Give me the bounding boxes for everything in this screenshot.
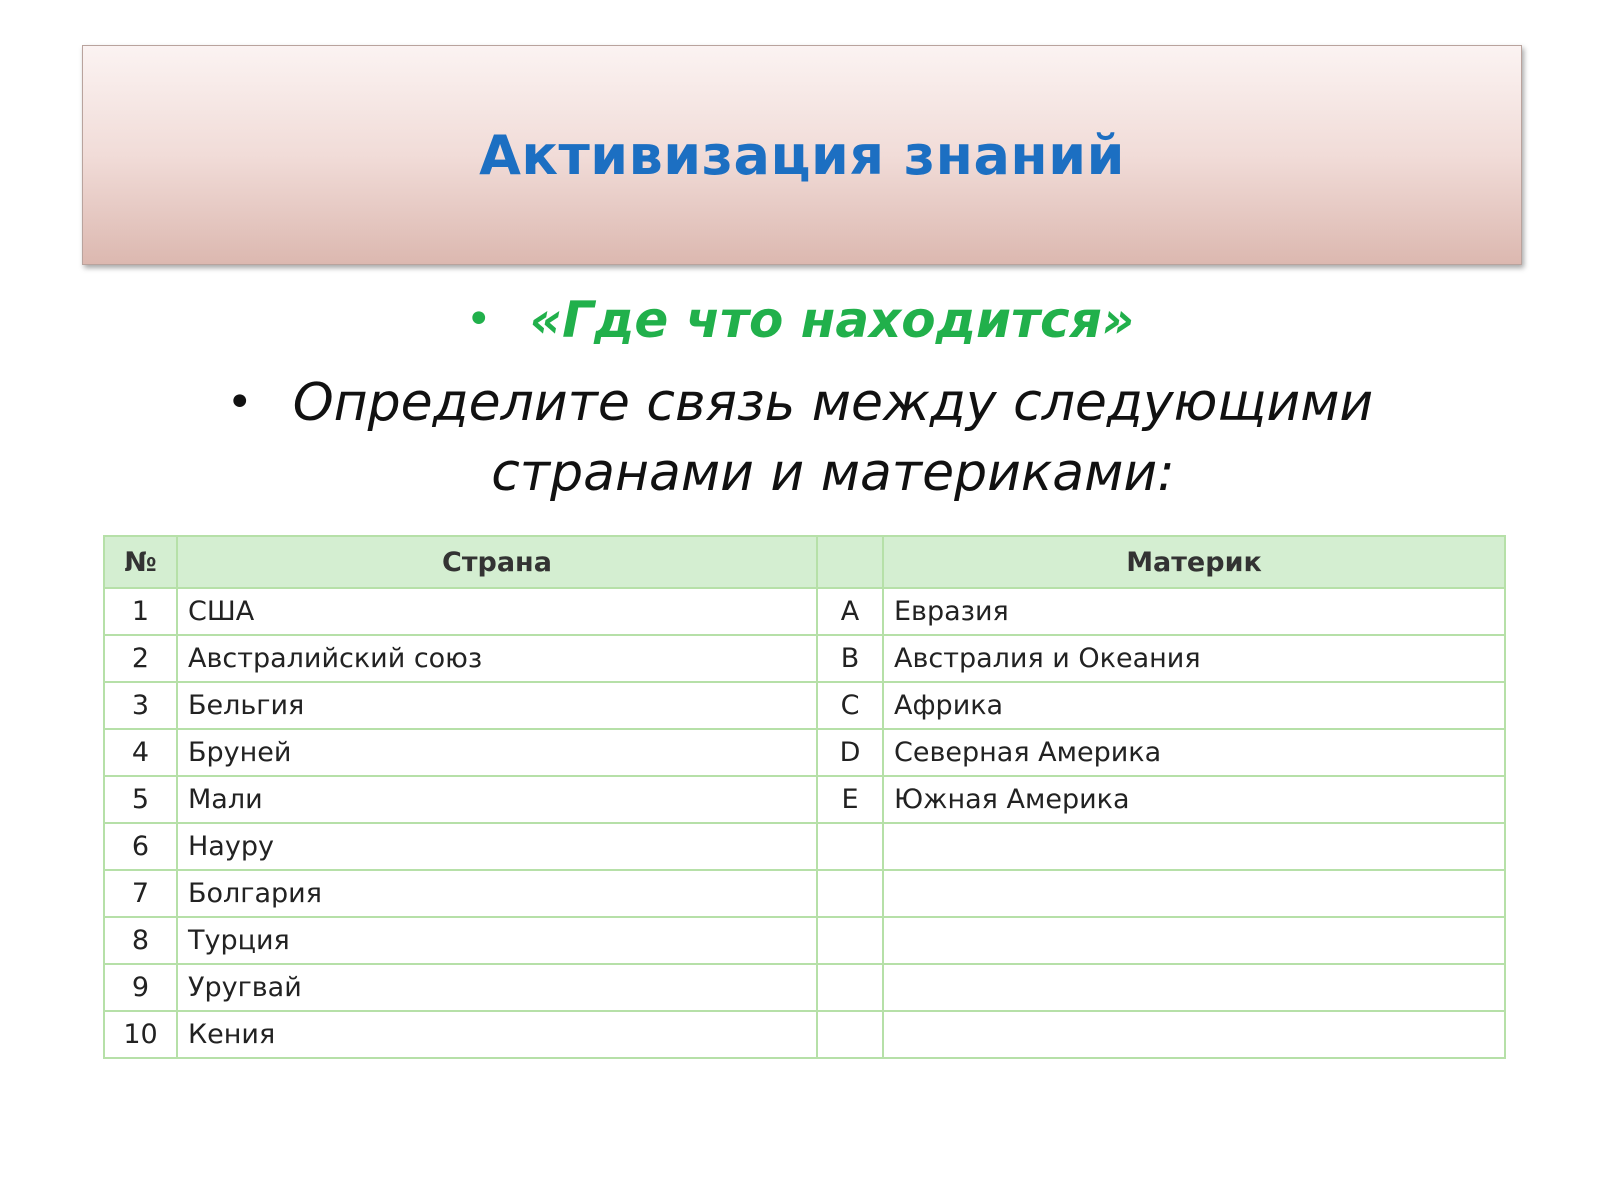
row-continent: Австралия и Океания (883, 635, 1505, 682)
row-country: Кения (177, 1011, 817, 1058)
table-row (104, 729, 1505, 776)
table-row (104, 682, 1505, 729)
instruction-line-2: странами и материками: (491, 443, 1175, 503)
row-continent: Евразия (883, 588, 1505, 635)
row-country: Турция (177, 917, 817, 964)
row-country: Болгария (177, 870, 817, 917)
header-country: Страна (177, 536, 817, 588)
table-header-row (104, 536, 1505, 588)
matching-table (103, 535, 1506, 1059)
row-country: Уругвай (177, 964, 817, 1011)
row-letter (817, 1011, 883, 1058)
bullet-dot-icon: • (226, 377, 253, 428)
row-num: 9 (104, 964, 177, 1011)
header-num: № (104, 536, 177, 588)
row-country: Австралийский союз (177, 635, 817, 682)
bullet-instruction (0, 368, 1600, 508)
matching-table-container (103, 535, 1506, 1059)
row-country: Мали (177, 776, 817, 823)
instruction-text (293, 368, 1374, 508)
table-row (104, 635, 1505, 682)
row-continent (883, 964, 1505, 1011)
row-num: 8 (104, 917, 177, 964)
row-num: 2 (104, 635, 177, 682)
row-continent: Африка (883, 682, 1505, 729)
row-letter (817, 870, 883, 917)
row-num: 10 (104, 1011, 177, 1058)
table-row (104, 1011, 1505, 1058)
instruction-line-1: Определите связь между следующими (292, 373, 1374, 433)
row-letter: E (817, 776, 883, 823)
row-continent (883, 870, 1505, 917)
row-continent (883, 1011, 1505, 1058)
row-country: Науру (177, 823, 817, 870)
table-row (104, 964, 1505, 1011)
row-num: 4 (104, 729, 177, 776)
title-banner (82, 45, 1522, 265)
row-continent (883, 917, 1505, 964)
table-row (104, 870, 1505, 917)
row-continent: Северная Америка (883, 729, 1505, 776)
row-letter (817, 917, 883, 964)
table-row (104, 917, 1505, 964)
row-continent: Южная Америка (883, 776, 1505, 823)
row-num: 3 (104, 682, 177, 729)
row-letter (817, 823, 883, 870)
table-row (104, 776, 1505, 823)
row-num: 6 (104, 823, 177, 870)
table-row (104, 588, 1505, 635)
row-letter: A (817, 588, 883, 635)
bullet-dot-icon: • (465, 294, 492, 345)
row-letter: D (817, 729, 883, 776)
slide-title: Активизация знаний (479, 123, 1125, 187)
row-num: 1 (104, 588, 177, 635)
row-continent (883, 823, 1505, 870)
row-country: Бруней (177, 729, 817, 776)
bullet-list (0, 290, 1600, 508)
row-country: Бельгия (177, 682, 817, 729)
row-country: США (177, 588, 817, 635)
row-num: 7 (104, 870, 177, 917)
row-letter: C (817, 682, 883, 729)
row-letter: B (817, 635, 883, 682)
bullet-task-name (0, 290, 1600, 360)
header-continent: Материк (883, 536, 1505, 588)
table-row (104, 823, 1505, 870)
header-letter (817, 536, 883, 588)
row-num: 5 (104, 776, 177, 823)
row-letter (817, 964, 883, 1011)
task-name-text: «Где что находится» (529, 291, 1135, 349)
